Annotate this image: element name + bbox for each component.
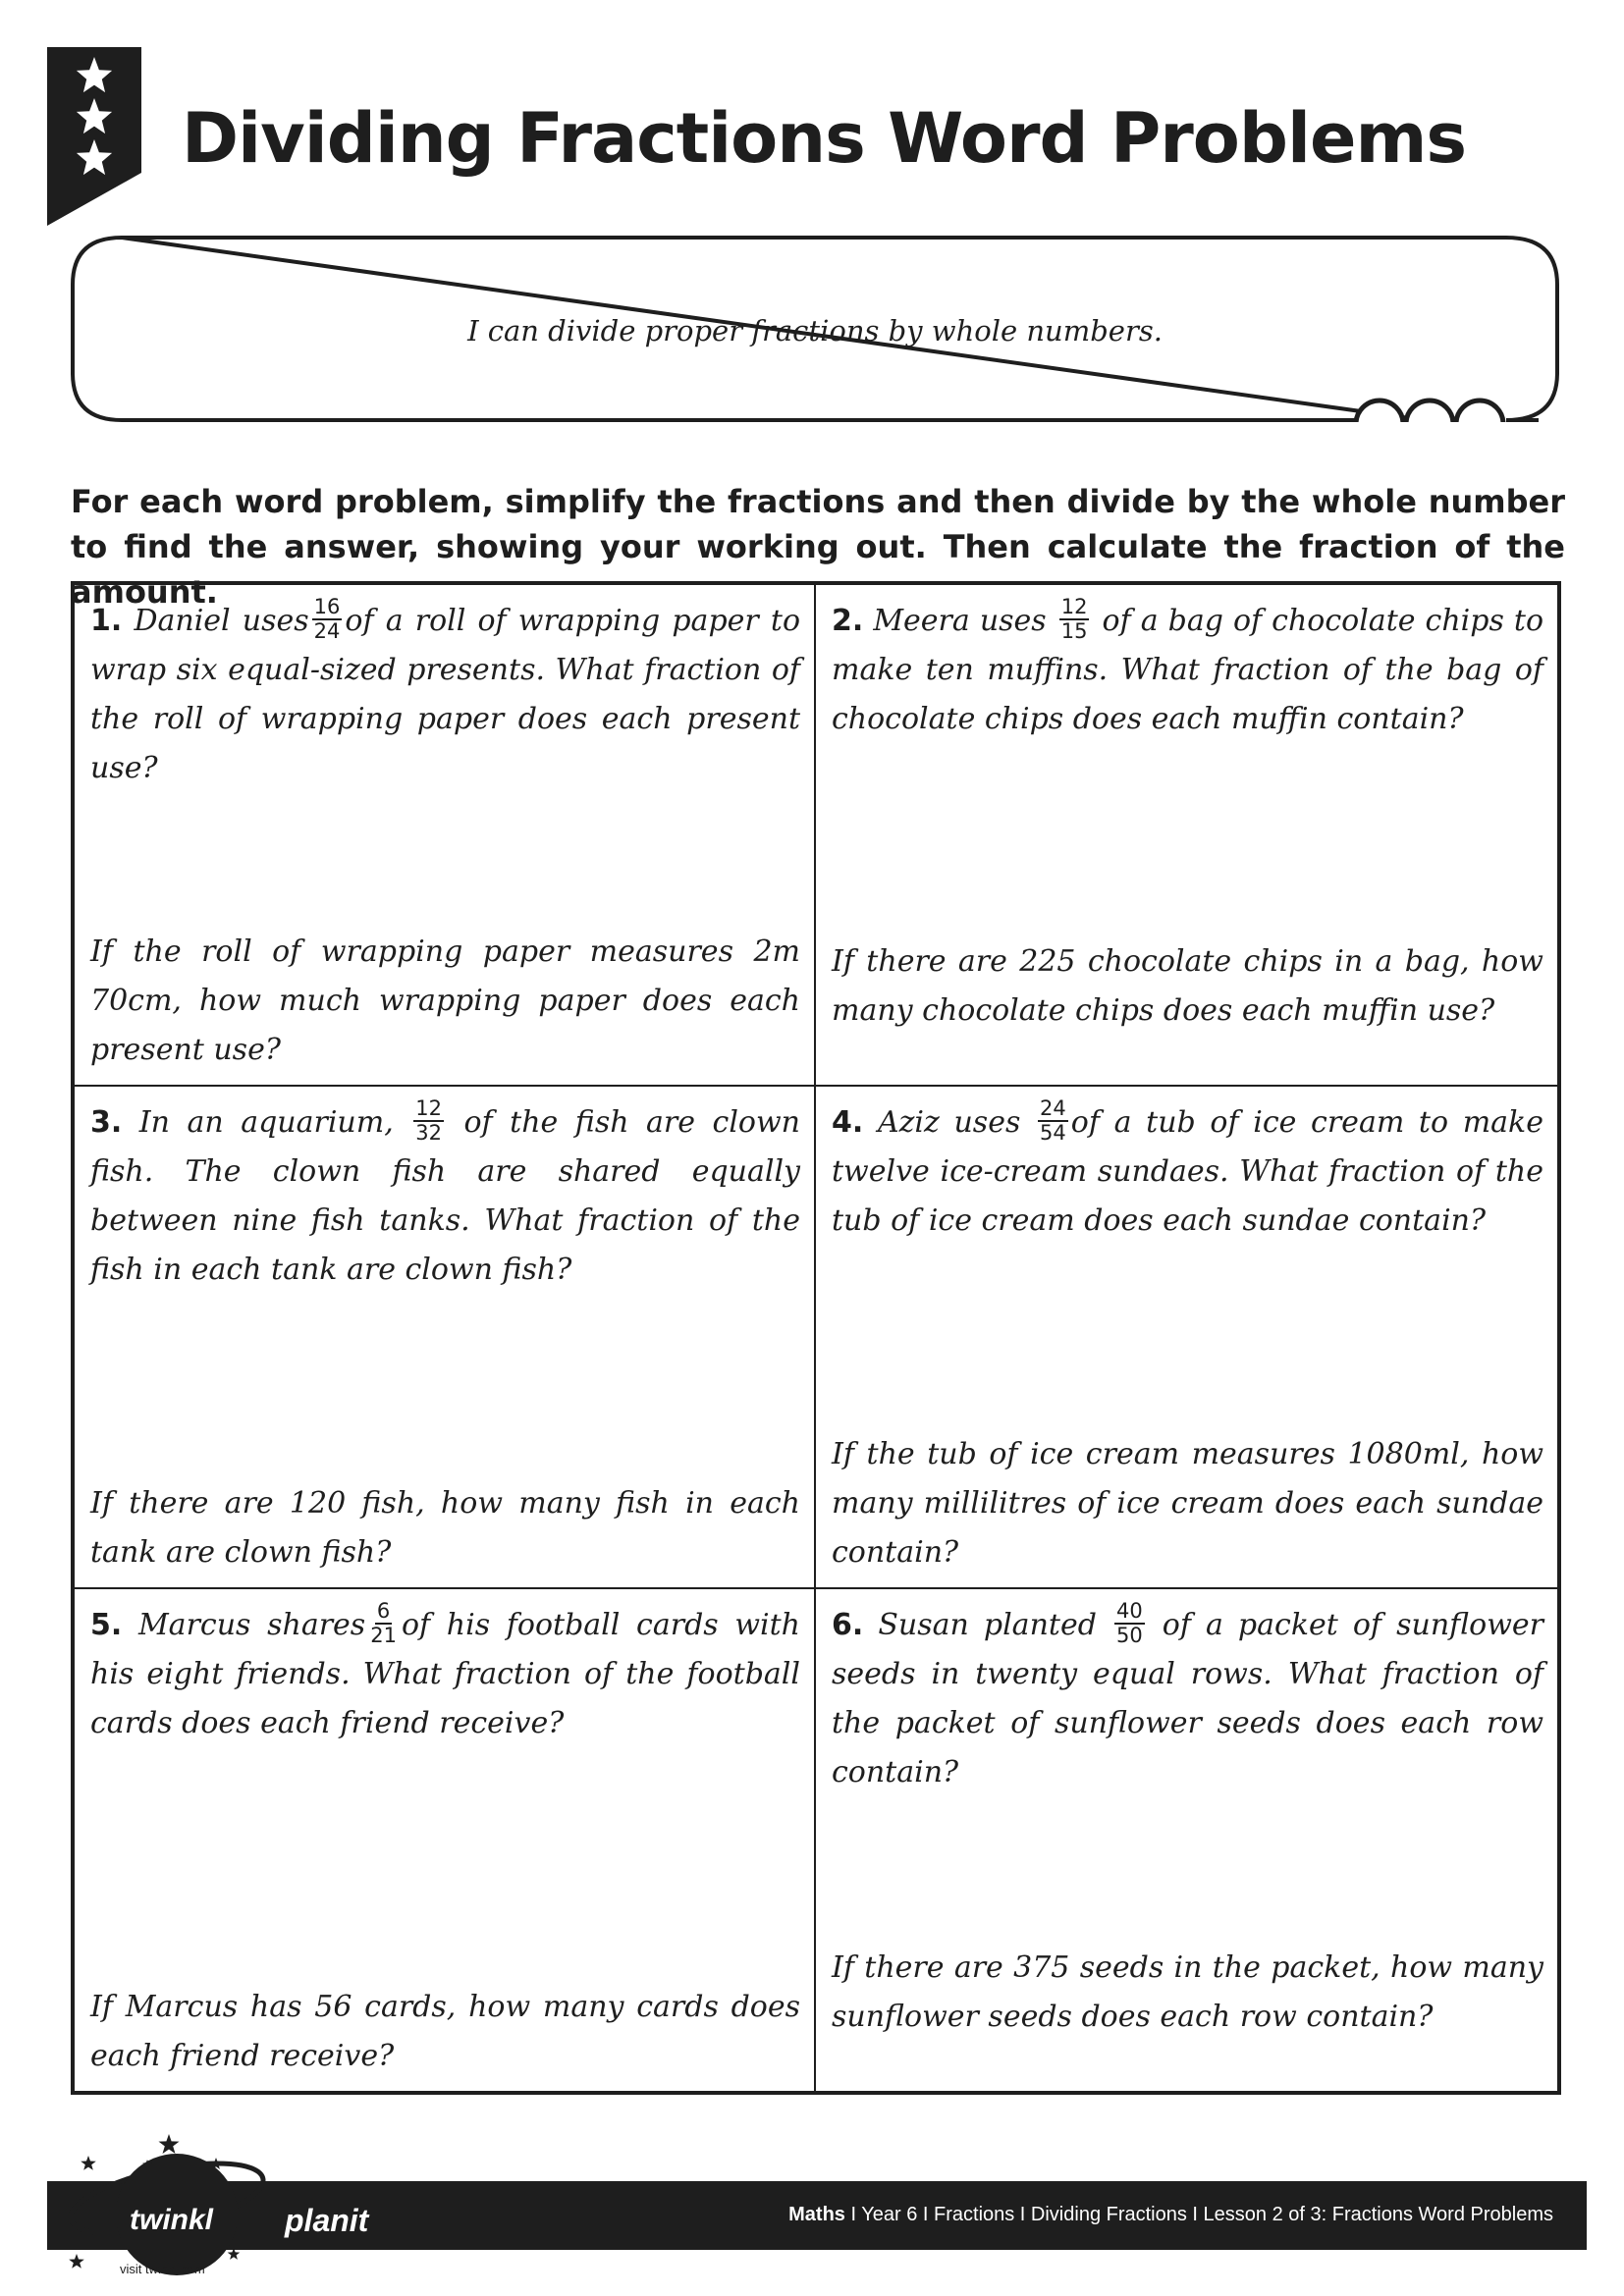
- footer-path: I Year 6 I Fractions I Dividing Fractions I Lesson 2 of 3: Fractions Word Problems: [844, 2204, 1553, 2225]
- footer-breadcrumb: [788, 2204, 1553, 2226]
- problem-number: 3.: [90, 1105, 123, 1141]
- problem-cell-5: [75, 1589, 816, 2091]
- problem-cell-1: [75, 585, 816, 1087]
- fraction: [368, 1598, 399, 1647]
- objective-box: [71, 236, 1559, 422]
- star-banner: [47, 47, 141, 226]
- ring-icon: [1406, 400, 1453, 422]
- problem-number: 2.: [832, 604, 864, 638]
- twinkl-logo[interactable]: [59, 2120, 393, 2277]
- problem-question: 3. In an aquarium, $\frac{12}{32}$ of the fish are clown fish. The clown fish are shared equally between nine fish tanks. What fraction of the fish in each tank are clown fish?: [90, 1096, 800, 1288]
- learning-objective: I can divide proper fractions by whole numbers.: [467, 314, 1163, 347]
- problem-followup: If Marcus has 56 cards, how many cards does each friend receive?: [90, 1990, 800, 2073]
- fraction-denominator: 32: [415, 1121, 442, 1146]
- visit-link[interactable]: visit twinkl.com: [120, 2262, 205, 2276]
- fraction-denominator: 50: [1115, 1623, 1143, 1647]
- problems-grid: [71, 581, 1561, 2095]
- star-icon: [159, 2134, 180, 2154]
- fraction-denominator: 21: [370, 1623, 397, 1647]
- problem-question: 6. Susan planted $\frac{40}{50}$ of a packet of sunflower seeds in twenty equal rows. What fraction of the packet of sunflower seeds does each row contain?: [832, 1598, 1543, 1789]
- problem-question: 5. Marcus shares $\frac{6}{21}$ of his football cards with his eight friends. What fraction of the football cards does each friend receive?: [90, 1598, 800, 1740]
- fraction: [1059, 597, 1090, 642]
- fraction-numerator: 40: [1115, 1598, 1143, 1623]
- logo-wordmark: twinkl: [130, 2204, 214, 2236]
- problem-number: 4.: [832, 1105, 864, 1141]
- problem-cell-6: [816, 1589, 1557, 2091]
- star-icon: [228, 2248, 241, 2260]
- footer-subject: Maths: [788, 2204, 845, 2225]
- problem-followup: If there are 225 chocolate chips in a bag, how many chocolate chips does each muffin use?: [832, 944, 1543, 1029]
- fraction: [312, 597, 343, 642]
- fraction-numerator: 12: [415, 1096, 442, 1121]
- problem-question: 1. Daniel uses $\frac{16}{24}$ of a roll of wrapping paper to wrap six equal-sized presents. What fraction of the roll of wrapping paper does each present use?: [90, 595, 800, 785]
- fraction: [413, 1098, 444, 1144]
- fraction-numerator: 6: [376, 1598, 391, 1623]
- problem-question: 4. Aziz uses $\frac{24}{54}$ of a tub of ice cream to make twelve ice-cream sundaes. What fraction of the tub of ice cream does each sundae contain?: [832, 1096, 1543, 1239]
- fraction-denominator: 54: [1040, 1121, 1066, 1146]
- problem-followup: If the roll of wrapping paper measures 2m 70cm, how much wrapping paper does each present use?: [90, 934, 800, 1068]
- problem-cell-3: [75, 1087, 816, 1588]
- star-icon: [69, 2254, 84, 2269]
- ring-icon: [1356, 400, 1403, 422]
- fraction-denominator: 24: [313, 619, 341, 643]
- problem-followup: If there are 120 fish, how many fish in each tank are clown fish?: [90, 1485, 800, 1570]
- star-icon: [81, 2156, 96, 2170]
- problem-cell-4: [816, 1087, 1557, 1588]
- fraction: [1038, 1098, 1068, 1144]
- problem-question: 2. Meera uses $\frac{12}{15}$ of a bag of chocolate chips to make ten muffins. What fraction of the bag of chocolate chips does each muffin contain?: [832, 595, 1544, 736]
- problem-followup: If the tub of ice cream measures 1080ml, how many millilitres of ice cream does each sundae contain?: [832, 1436, 1543, 1570]
- ring-icon: [1456, 400, 1503, 422]
- fraction-numerator: 24: [1040, 1096, 1066, 1121]
- page-title: Dividing Fractions Word Problems: [182, 98, 1467, 179]
- fraction-numerator: 16: [313, 595, 341, 618]
- problem-cell-2: [816, 585, 1557, 1087]
- fraction-denominator: 15: [1060, 619, 1088, 643]
- planit-wordmark: planit: [285, 2203, 369, 2238]
- fraction: [1114, 1598, 1145, 1647]
- problem-number: 1.: [90, 604, 123, 638]
- problem-number: 6.: [832, 1607, 864, 1642]
- fraction-numerator: 12: [1060, 595, 1088, 618]
- instructions: For each word problem, simplify the fractions and then divide by the whole number to find the answer, showing your working out. Then calculate the fraction of the amount.: [71, 483, 1565, 611]
- problem-followup: If there are 375 seeds in the packet, how many sunflower seeds does each row contain?: [832, 1950, 1543, 2034]
- problem-number: 5.: [90, 1607, 123, 1642]
